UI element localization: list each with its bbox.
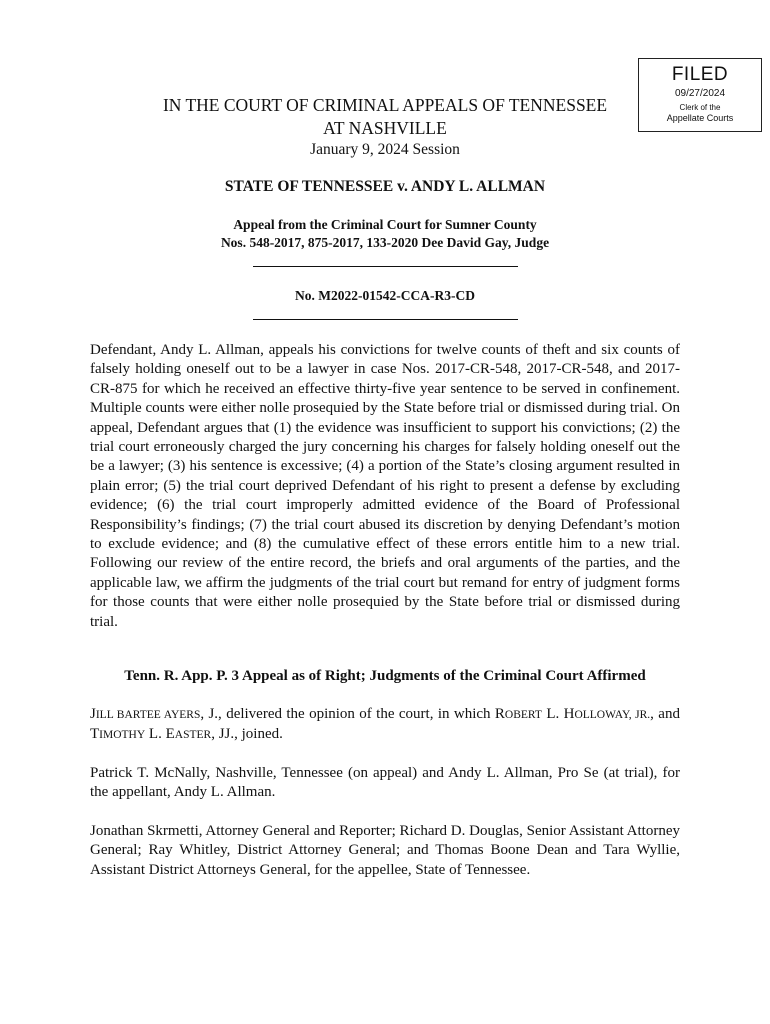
case-summary: Defendant, Andy L. Allman, appeals his convictions for twelve counts of theft and six counts of falsely holding oneself out to be a lawyer in case Nos. 2017-CR-548, 2017-CR-548, and 2017-CR-875 for which he received an effective thirty-five year sentence to be served in confinement. Multiple counts were either nolle prosequied by the State before trial or dismissed during trial. On appeal, Defendant argues that (1) the evidence was insufficient to support his convictions; (2) the trial court erroneously charged the jury concerning his charges for falsely holding oneself out the be a lawyer; (3) his sentence is excessive; (4) a portion of the State’s closing argument resulted in plain error; (5) the trial court deprived Defendant of his right to present a defense by excluding evidence; (6) the trial court improperly admitted evidence of the Board of Professional Responsibility’s findings; (7) the trial court abused its discretion by denying Defendant’s motion to exclude evidence; and (8) the cumulative effect of these errors entitle him to a new trial. Following our review of the entire record, the briefs and oral arguments of the parties, and the applicable law, we affirm the judgments of the trial court but remand for entry of judgment forms for those counts that were either nolle prosequied by the State before trial or dismissed during trial. [90, 342, 680, 630]
counsel-appellant: Patrick T. McNally, Nashville, Tennessee (on appeal) and Andy L. Allman, Pro Se (at trial), for the appellant, Andy L. Allman. [90, 765, 680, 801]
judge2-last-initial: H [563, 706, 575, 722]
appeal-case-numbers: Nos. 548-2017, 875-2017, 133-2020 Dee David Gay, Judge [220, 235, 550, 250]
judge3-first: IMOTHY [99, 729, 146, 742]
appeal-source: Appeal from the Criminal Court for Sumner County [233, 217, 537, 232]
judge2-initial: R [494, 706, 505, 722]
counsel-appellee: Jonathan Skrmetti, Attorney General and Reporter; Richard D. Douglas, Senior Assistant Attorney General; Ray Whitley, District Attorney General; and Thomas Boone Dean and Tara Wyllie, Assistant District Attorneys General, for the appellee, State of Tennessee. [90, 823, 680, 878]
case-number: No. M2022-01542-CCA-R3-CD [295, 288, 475, 303]
opinion-text-4: L. [145, 726, 166, 743]
divider-top [253, 266, 518, 267]
judge3-initial: T [90, 726, 100, 743]
judge3-last: ASTER [174, 729, 212, 742]
session-date: January 9, 2024 Session [310, 141, 460, 158]
holding: Tenn. R. App. P. 3 Appeal as of Right; Judgments of the Criminal Court Affirmed [124, 668, 646, 684]
case-title: STATE OF TENNESSEE v. ANDY L. ALLMAN [224, 178, 546, 195]
opinion-text-5: , JJ., joined. [211, 726, 283, 743]
judge2-last: OLLOWAY, JR. [574, 709, 651, 721]
stamp-clerk-line: Clerk of the [679, 103, 721, 112]
opinion-attribution [90, 705, 680, 746]
stamp-title: FILED [671, 64, 729, 85]
author-initial: J [90, 706, 96, 722]
opinion-text-2: L. [541, 706, 564, 722]
judge2-first: OBERT [504, 709, 542, 721]
author-name: ILL BARTEE AYERS [95, 709, 201, 721]
stamp-courts-line: Appellate Courts [666, 113, 734, 123]
court-name: IN THE COURT OF CRIMINAL APPEALS OF TENNESSEE [162, 95, 608, 115]
divider-bottom [253, 319, 518, 320]
opinion-text-1: , J., delivered the opinion of the court, in which [200, 706, 495, 722]
stamp-date: 09/27/2024 [674, 88, 726, 99]
judge3-last-initial: E [165, 726, 175, 743]
opinion-text-3: , and [650, 706, 680, 722]
court-location: AT NASHVILLE [323, 118, 447, 138]
